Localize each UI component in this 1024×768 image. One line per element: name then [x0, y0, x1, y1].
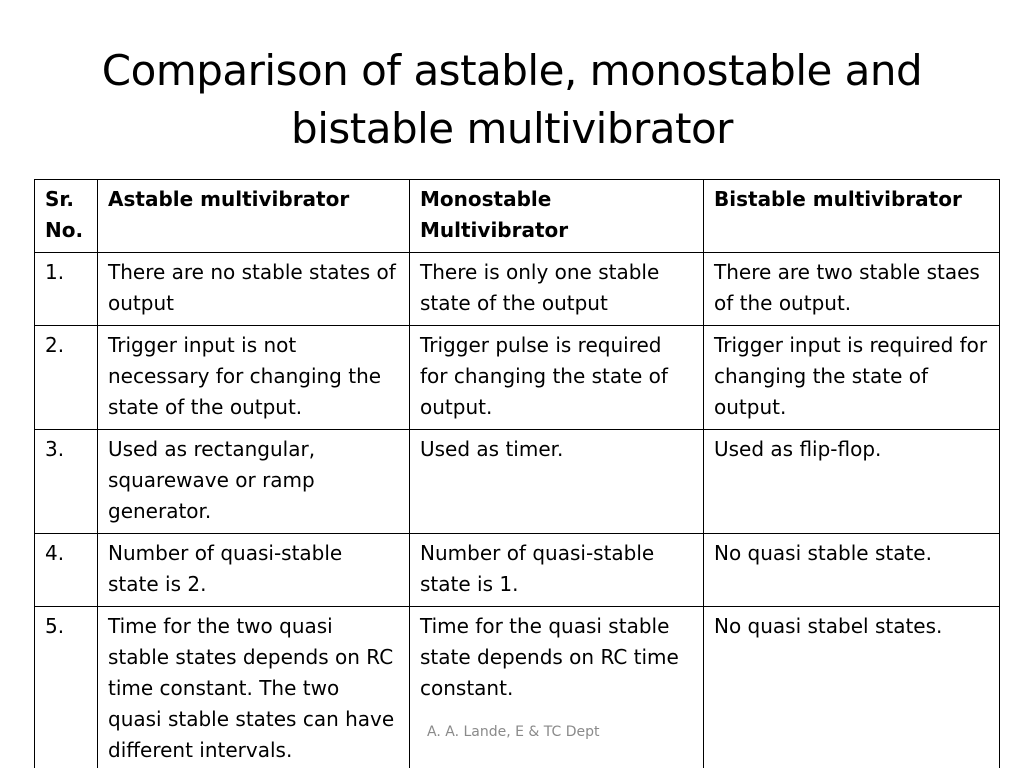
- cell-bistable: No quasi stable state.: [704, 534, 1000, 607]
- header-monostable: Monostable Multivibrator: [410, 180, 704, 253]
- cell-monostable: Time for the quasi stable state depends on RC time constant.: [410, 607, 704, 768]
- cell-astable: Trigger input is not necessary for changing the state of the output.: [98, 326, 410, 430]
- cell-sr-no: 3.: [35, 430, 98, 534]
- cell-sr-no: 2.: [35, 326, 98, 430]
- cell-bistable: Used as flip-flop.: [704, 430, 1000, 534]
- comparison-table: [34, 179, 1000, 768]
- cell-sr-no: 5.: [35, 607, 98, 768]
- cell-astable: Time for the two quasi stable states depends on RC time constant. The two quasi stable states can have different intervals.: [98, 607, 410, 768]
- cell-astable: Used as rectangular, squarewave or ramp generator.: [98, 430, 410, 534]
- table-header-row: [35, 180, 1000, 253]
- cell-monostable: There is only one stable state of the output: [410, 253, 704, 326]
- cell-bistable: There are two stable staes of the output.: [704, 253, 1000, 326]
- comparison-table-container: [34, 179, 999, 768]
- cell-astable: Number of quasi-stable state is 2.: [98, 534, 410, 607]
- cell-bistable: Trigger input is required for changing the state of output.: [704, 326, 1000, 430]
- cell-bistable: No quasi stabel states.: [704, 607, 1000, 768]
- slide-title: [60, 42, 964, 158]
- table-row: [35, 326, 1000, 430]
- header-bistable: Bistable multivibrator: [704, 180, 1000, 253]
- cell-monostable: Trigger pulse is required for changing the state of output.: [410, 326, 704, 430]
- cell-astable: There are no stable states of output: [98, 253, 410, 326]
- header-astable: Astable multivibrator: [98, 180, 410, 253]
- cell-monostable: Used as timer.: [410, 430, 704, 534]
- cell-sr-no: 4.: [35, 534, 98, 607]
- title-line-2: bistable multivibrator: [291, 104, 733, 153]
- title-line-1: Comparison of astable, monostable and: [101, 46, 923, 95]
- table-row: [35, 430, 1000, 534]
- cell-sr-no: 1.: [35, 253, 98, 326]
- cell-monostable: Number of quasi-stable state is 1.: [410, 534, 704, 607]
- table-row: [35, 607, 1000, 768]
- table-row: [35, 534, 1000, 607]
- header-sr-no: Sr. No.: [35, 180, 98, 253]
- table-row: [35, 253, 1000, 326]
- footer-credit: A. A. Lande, E & TC Dept: [427, 724, 600, 740]
